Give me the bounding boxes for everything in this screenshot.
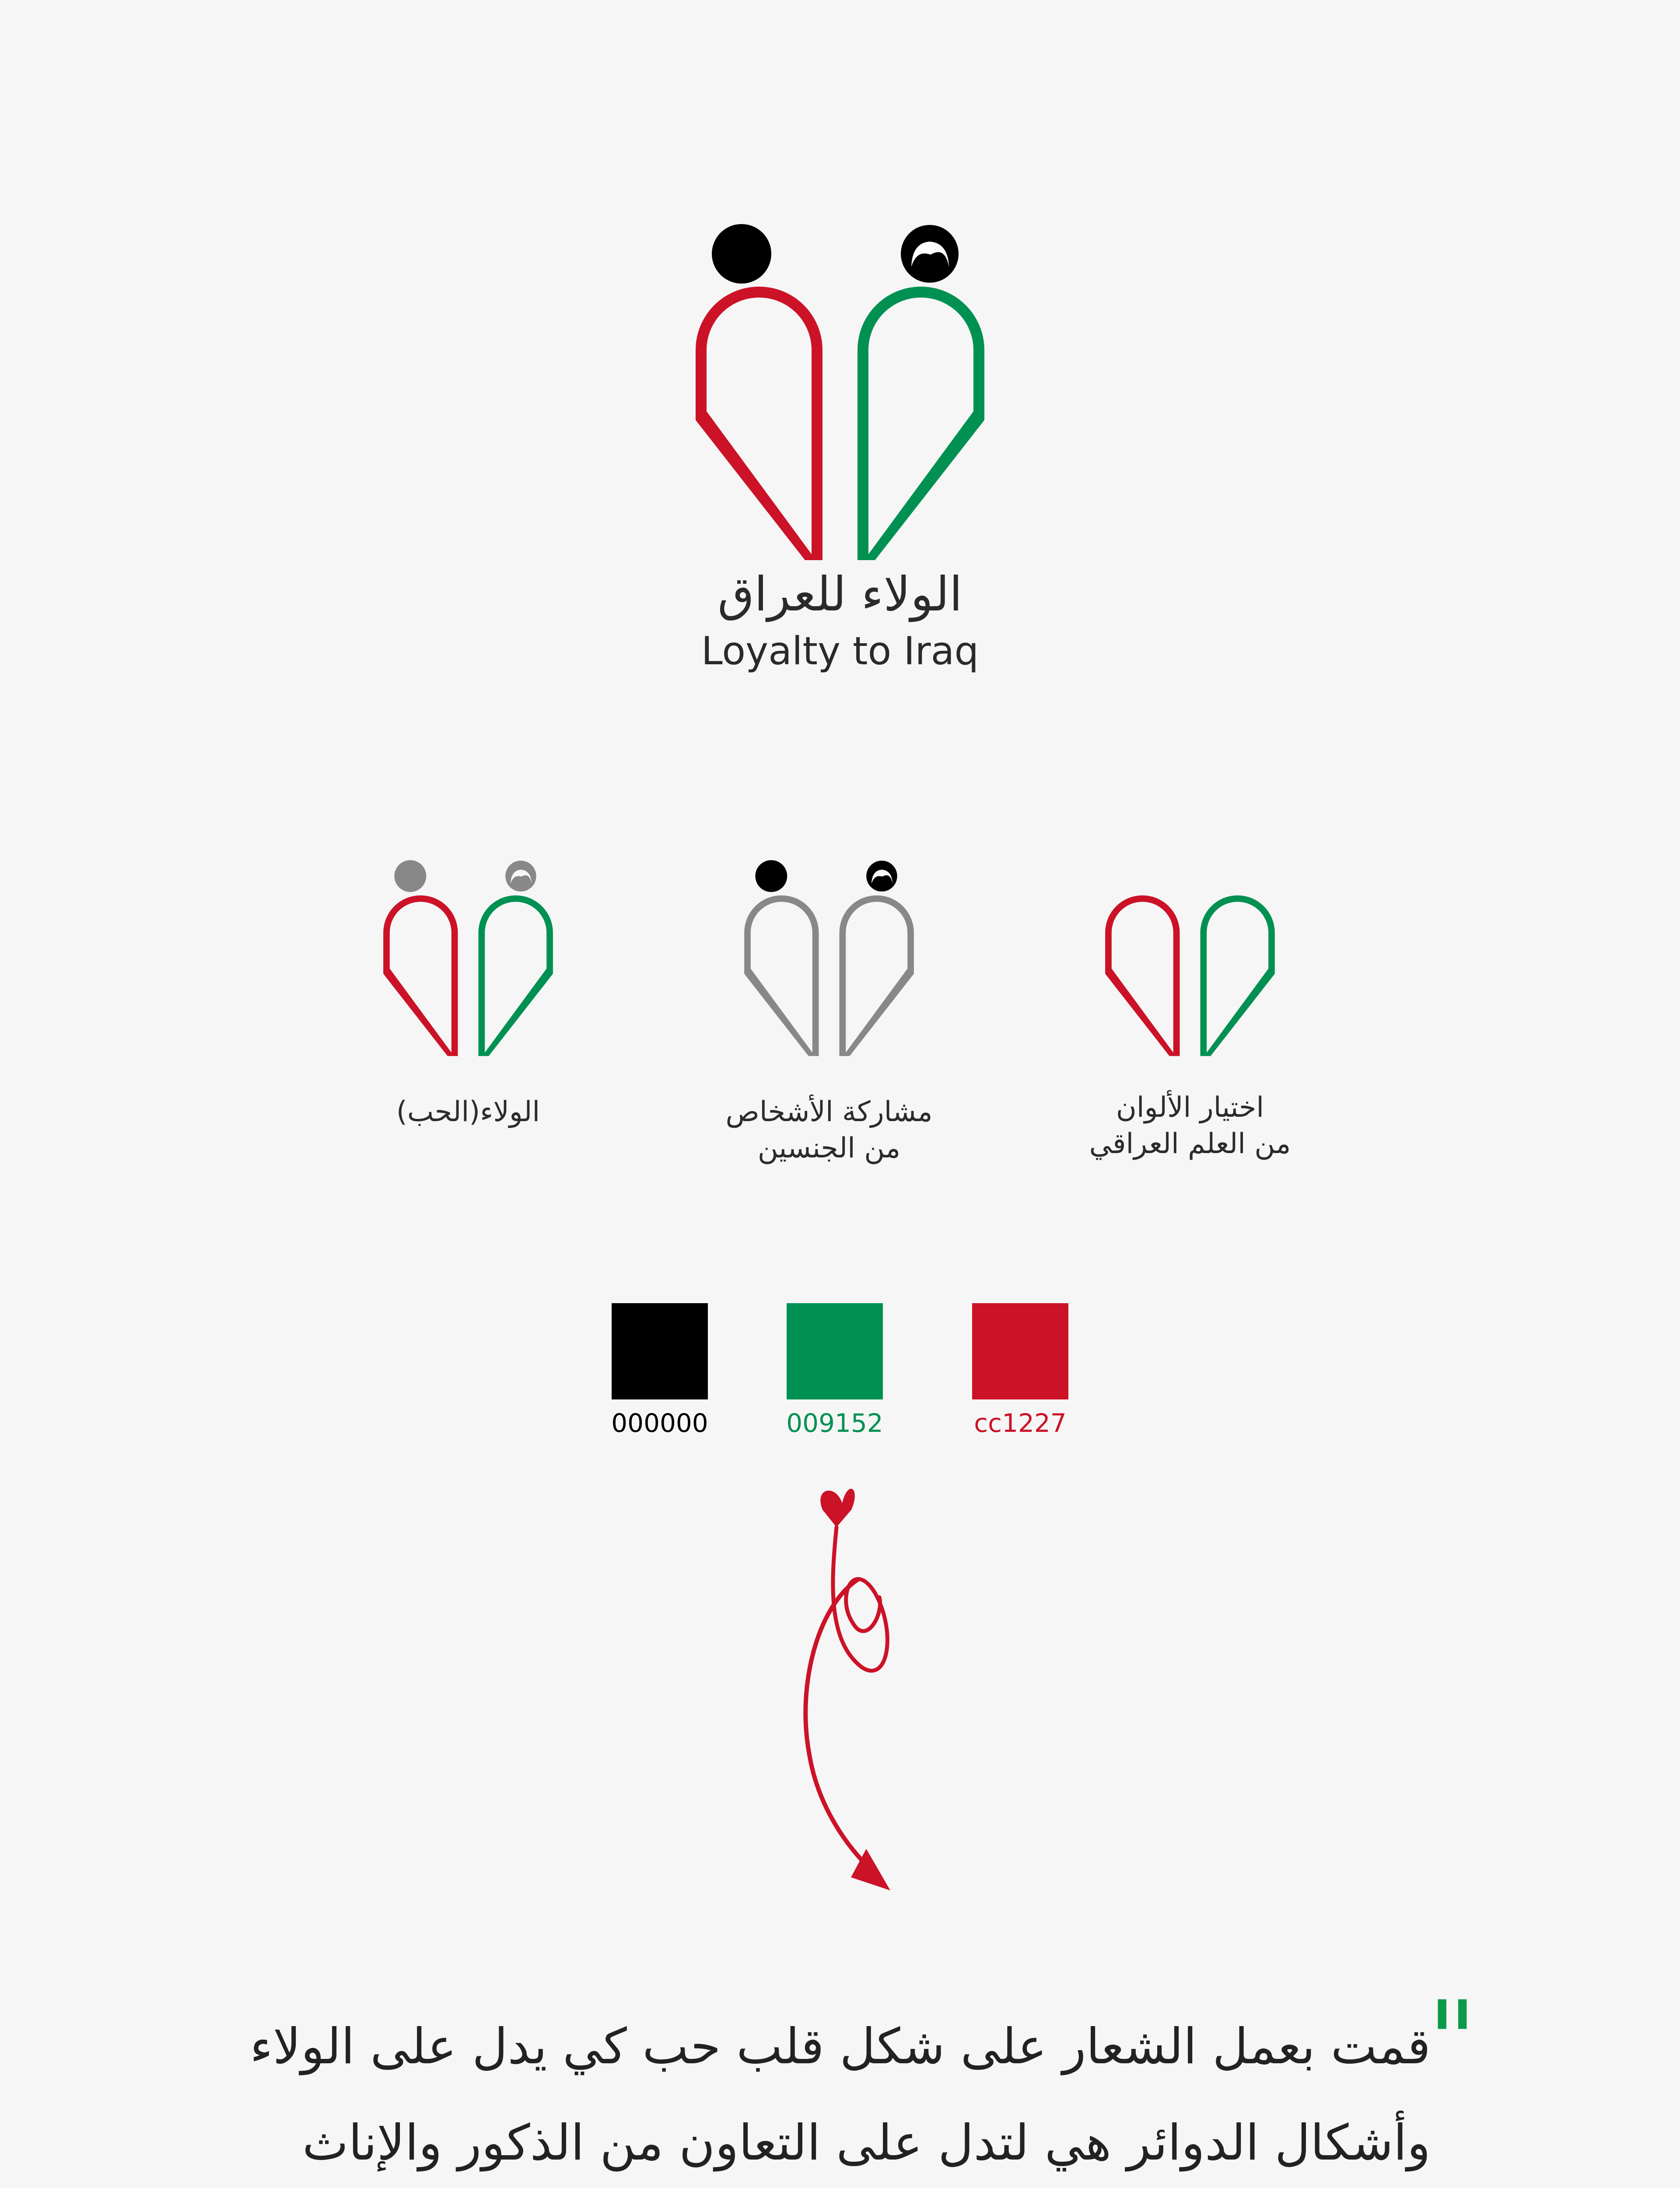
caption-colors [1037, 1090, 1343, 1162]
caption-people [676, 1094, 982, 1167]
main-logo [672, 219, 1008, 569]
caption-colors-line2: من العلم العراقي [1089, 1128, 1291, 1161]
variant-flag-colors [1089, 856, 1291, 1061]
swatch-green [787, 1303, 883, 1399]
swatch-red [972, 1303, 1068, 1399]
quote-line-2: وأشكال الدوائر هي لتدل على التعاون من الذكور والإناث [302, 2114, 1431, 2171]
right-heart-half [858, 287, 984, 560]
hex-red: cc1227 [974, 1408, 1067, 1438]
male-head-icon [712, 224, 771, 284]
logo-title-english: Loyalty to Iraq [701, 628, 979, 673]
hex-green: 009152 [786, 1408, 883, 1438]
logo-title-arabic: الولاء للعراق [718, 567, 962, 622]
quote-line-1: قمت بعمل الشعار على شكل قلب حب كي يدل على الولاء [250, 2018, 1431, 2075]
heart-string-arrow-icon [766, 1483, 949, 1904]
caption-people-line2: من الجنسين [757, 1132, 901, 1165]
variant-people [728, 856, 930, 1061]
female-head-icon [901, 225, 959, 283]
left-heart-half [696, 287, 822, 560]
caption-love: الولاء(الحب) [396, 1096, 540, 1128]
swatch-black [612, 1303, 708, 1399]
hex-black: 000000 [611, 1408, 708, 1438]
open-quote-mark: " [1427, 1978, 1477, 2105]
caption-people-line1: مشاركة الأشخاص [725, 1096, 933, 1128]
caption-colors-line1: اختيار الألوان [1116, 1091, 1264, 1124]
variant-love-heart [368, 856, 569, 1061]
